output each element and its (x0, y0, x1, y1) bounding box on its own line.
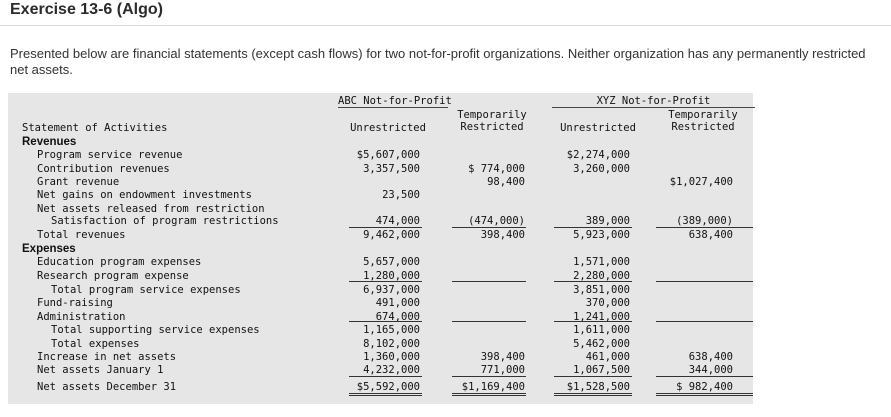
underline (554, 281, 632, 282)
underline (452, 376, 526, 377)
row-label: Satisfaction of program restrictions (51, 215, 279, 227)
cell-abc-unrestricted: 491,000 (375, 297, 420, 309)
group-header-abc: ABC Not-for-Profit (338, 95, 452, 107)
cell-xyz-temp-restricted: 344,000 (688, 364, 733, 376)
cell-xyz-temp-restricted: 638,400 (688, 351, 733, 363)
col-header-xyz-restricted: Restricted (671, 121, 735, 133)
cell-abc-unrestricted: 474,000 (375, 215, 420, 227)
cell-abc-unrestricted: 4,232,000 (363, 364, 420, 376)
row-label: Total program service expenses (51, 284, 241, 296)
cell-abc-unrestricted: 9,462,000 (363, 229, 420, 241)
col-header-abc-temporarily: Temporarily (457, 109, 527, 121)
col-header-abc-restricted: Restricted (460, 121, 524, 133)
cell-xyz-unrestricted: 2,280,000 (573, 270, 630, 282)
row-label: Program service revenue (37, 149, 183, 161)
cell-xyz-unrestricted: 1,611,000 (573, 324, 630, 336)
exercise-title: Exercise 13-6 (Algo) (10, 1, 163, 18)
underline (452, 393, 526, 394)
cell-abc-temp-restricted: (474,000) (468, 215, 525, 227)
cell-abc-temp-restricted: 398,400 (480, 351, 525, 363)
underline (349, 227, 422, 228)
cell-abc-unrestricted: 1,165,000 (363, 324, 420, 336)
col-header-xyz-unrestricted: Unrestricted (560, 122, 636, 134)
row-label: Fund-raising (37, 297, 113, 309)
cell-abc-unrestricted: $5,607,000 (356, 149, 420, 161)
underline (349, 281, 422, 282)
underline (656, 395, 753, 396)
cell-abc-unrestricted: 3,357,500 (363, 163, 420, 175)
underline (656, 281, 753, 282)
cell-xyz-unrestricted: 1,571,000 (573, 256, 630, 268)
underline (554, 321, 632, 322)
cell-xyz-unrestricted: $2,274,000 (566, 149, 630, 161)
cell-abc-temp-restricted: $ 774,000 (468, 163, 525, 175)
title-divider (0, 25, 891, 26)
row-label: Net assets released from restriction (37, 203, 265, 215)
group-header-xyz: XYZ Not-for-Profit (552, 95, 755, 108)
underline (554, 395, 632, 396)
underline (452, 227, 526, 228)
cell-abc-unrestricted: 5,657,000 (363, 256, 420, 268)
intro-text: Presented below are financial statements (except cash flows) for two not-for-profit organizations. Neither organization has any permanently restricted net assets. (10, 46, 866, 77)
row-label: Net gains on endowment investments (37, 189, 252, 201)
underline (349, 393, 422, 394)
cell-abc-unrestricted: 1,360,000 (363, 351, 420, 363)
row-label: Net assets January 1 (37, 364, 164, 376)
underline (656, 321, 753, 322)
cell-abc-unrestricted: 6,937,000 (363, 284, 420, 296)
underline (452, 321, 526, 322)
cell-xyz-unrestricted: 389,000 (585, 215, 630, 227)
row-label: Expenses (22, 243, 76, 255)
cell-abc-temp-restricted: $1,169,400 (461, 381, 525, 393)
cell-abc-unrestricted: 23,500 (382, 189, 420, 201)
underline (349, 395, 422, 396)
cell-xyz-unrestricted: 1,067,500 (573, 364, 630, 376)
cell-abc-unrestricted: $5,592,000 (356, 381, 420, 393)
cell-xyz-unrestricted: 1,241,000 (573, 311, 630, 323)
col-header-xyz-temporarily: Temporarily (668, 109, 738, 121)
row-label: Grant revenue (37, 176, 120, 188)
row-label: Education program expenses (37, 256, 202, 268)
cell-abc-temp-restricted: 771,000 (480, 364, 525, 376)
underline (656, 227, 753, 228)
underline (452, 281, 526, 282)
underline (554, 227, 632, 228)
row-label: Contribution revenues (37, 163, 170, 175)
cell-xyz-temp-restricted: $ 982,400 (676, 381, 733, 393)
cell-xyz-unrestricted: 3,851,000 (573, 284, 630, 296)
cell-abc-temp-restricted: 98,400 (487, 176, 525, 188)
underline (349, 321, 422, 322)
statement-of-activities (8, 93, 753, 404)
cell-abc-temp-restricted: 398,400 (480, 229, 525, 241)
cell-xyz-unrestricted: 5,462,000 (573, 338, 630, 350)
statement-title: Statement of Activities (22, 122, 168, 134)
underline (554, 376, 632, 377)
cell-abc-unrestricted: 8,102,000 (363, 338, 420, 350)
row-label: Administration (37, 311, 126, 323)
cell-xyz-temp-restricted: 638,400 (688, 229, 733, 241)
underline (452, 395, 526, 396)
underline (554, 393, 632, 394)
cell-xyz-unrestricted: 5,923,000 (573, 229, 630, 241)
cell-abc-unrestricted: 674,000 (375, 311, 420, 323)
cell-xyz-unrestricted: $1,528,500 (566, 381, 630, 393)
cell-abc-unrestricted: 1,280,000 (363, 270, 420, 282)
cell-xyz-temp-restricted: $1,027,400 (669, 176, 733, 188)
underline (656, 376, 753, 377)
row-label: Total supporting service expenses (51, 324, 260, 336)
col-header-abc-unrestricted: Unrestricted (350, 122, 426, 134)
row-label: Total expenses (51, 338, 140, 350)
cell-xyz-unrestricted: 370,000 (585, 297, 630, 309)
row-label: Total revenues (37, 229, 126, 241)
row-label: Research program expense (37, 270, 189, 282)
cell-xyz-unrestricted: 461,000 (585, 351, 630, 363)
row-label: Increase in net assets (37, 351, 177, 363)
row-label: Revenues (22, 136, 77, 148)
cell-xyz-unrestricted: 3,260,000 (573, 163, 630, 175)
underline (656, 393, 753, 394)
row-label: Net assets December 31 (37, 381, 177, 393)
cell-xyz-temp-restricted: (389,000) (676, 215, 733, 227)
underline (349, 376, 422, 377)
